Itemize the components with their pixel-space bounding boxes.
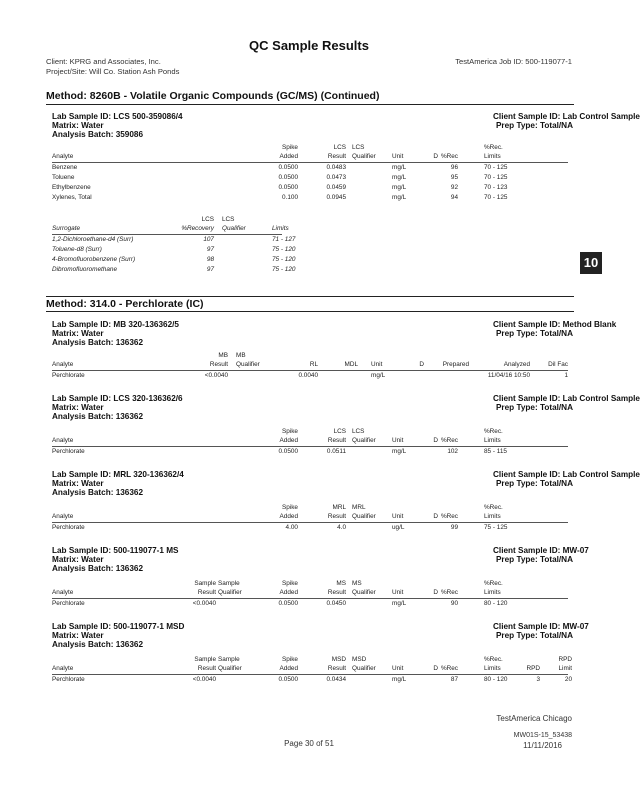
analyte-name: Toluene (52, 174, 75, 181)
table-cell: mg/L (392, 184, 407, 191)
column-header: Qualifier (352, 437, 376, 444)
column-header: %Rec (440, 437, 458, 444)
column-header: Result (327, 153, 346, 160)
column-group-header: MSD (331, 656, 346, 663)
column-header: RPD (526, 665, 540, 672)
column-group-header: Spike (282, 428, 298, 435)
table-cell: 97 (206, 266, 214, 273)
matrix: Matrix: Water (52, 479, 104, 488)
lab-sample-id: Lab Sample ID: LCS 320-136362/6 (52, 394, 183, 403)
surrogate-header-rule (52, 234, 282, 235)
section-tab[interactable]: 10 (580, 252, 602, 274)
column-group-header: LCS (222, 216, 235, 223)
column-header: Added (279, 153, 298, 160)
column-header: Limits (484, 665, 501, 672)
surrogate-name: Toluene-d8 (Surr) (52, 246, 102, 253)
column-header: Added (279, 437, 298, 444)
table-header-rule (52, 674, 568, 675)
column-group-header: LCS (333, 144, 346, 151)
column-header: Result (327, 665, 346, 672)
table-cell: 71 - 127 (272, 236, 296, 243)
project-site: Project/Site: Will Co. Station Ash Ponds (46, 67, 180, 76)
table-cell: 85 - 115 (484, 448, 507, 455)
client-sample-id: Client Sample ID: Method Blank (493, 320, 617, 329)
column-group-header: LCS (333, 428, 346, 435)
column-header: Added (279, 665, 298, 672)
table-cell: 0.0500 (278, 676, 298, 683)
table-cell: mg/L (392, 600, 407, 607)
column-header: RL (309, 361, 318, 368)
column-header: %Rec (440, 589, 458, 596)
prep-type: Prep Type: Total/NA (495, 631, 573, 640)
prep-type: Prep Type: Total/NA (495, 555, 573, 564)
column-header: %Recovery (181, 225, 214, 232)
page-number: Page 30 of 51 (284, 739, 334, 748)
table-cell: 102 (447, 448, 458, 455)
lab-sample-id: Lab Sample ID: LCS 500-359086/4 (52, 112, 183, 121)
table-cell: 80 - 120 (484, 600, 508, 607)
column-header: Result (197, 665, 216, 672)
doc-id: MW01S-15_53438 (513, 732, 572, 739)
table-cell: 20 (564, 676, 572, 683)
table-header-rule (52, 522, 568, 523)
column-header: Analyte (52, 437, 74, 444)
table-header-rule (52, 370, 568, 371)
column-header: Limits (272, 225, 289, 232)
column-header: Qualifier (352, 665, 376, 672)
column-header: D (433, 589, 438, 596)
column-header: Limits (484, 153, 501, 160)
column-header: Added (279, 589, 298, 596)
matrix: Matrix: Water (52, 121, 104, 130)
table-cell: 0.0473 (326, 174, 346, 181)
matrix: Matrix: Water (52, 403, 104, 412)
table-cell: 0.0500 (278, 600, 298, 607)
method-314-heading: Method: 314.0 - Perchlorate (IC) (46, 298, 204, 310)
surrogate-name: 4-Bromofluorobenzene (Surr) (52, 256, 136, 263)
column-group-header: Sample (218, 656, 240, 663)
table-cell: 0.0511 (326, 448, 346, 455)
table-cell: 0.0500 (278, 164, 298, 171)
table-cell: 96 (450, 164, 458, 171)
table-cell: 94 (450, 194, 458, 201)
table-cell: 87 (450, 676, 458, 683)
column-header: Dil Fac (548, 361, 568, 368)
column-group-header: %Rec. (484, 144, 503, 151)
column-header: Result (327, 437, 346, 444)
table-cell: 99 (450, 524, 458, 531)
column-header: %Rec (440, 665, 458, 672)
column-group-header: Spike (282, 656, 298, 663)
table-cell: mg/L (392, 194, 407, 201)
column-header: D (433, 665, 438, 672)
column-group-header: MSD (352, 656, 367, 663)
column-group-header: MRL (352, 504, 366, 511)
table-cell: 75 - 125 (484, 524, 508, 531)
matrix: Matrix: Water (52, 631, 104, 640)
surrogate-name: Dibromofluoromethane (52, 266, 118, 273)
column-header: Surrogate (52, 225, 81, 232)
method-divider (46, 311, 574, 312)
column-header: Added (279, 513, 298, 520)
table-cell: 95 (450, 174, 458, 181)
column-group-header: %Rec. (484, 428, 503, 435)
table-cell: 70 - 125 (484, 194, 508, 201)
analyte-name: Perchlorate (52, 676, 85, 683)
column-group-header: Sample (194, 580, 216, 587)
table-header-rule (52, 598, 568, 599)
report-date: 11/11/2016 (523, 741, 562, 750)
table-cell: 92 (450, 184, 458, 191)
column-header: %Rec (440, 153, 458, 160)
column-header: Unit (392, 589, 404, 596)
table-cell: 0.0450 (326, 600, 346, 607)
column-group-header: MB (236, 352, 246, 359)
column-group-header: MRL (332, 504, 346, 511)
column-header: Qualifier (236, 361, 260, 368)
column-header: D (433, 153, 438, 160)
analyte-name: Xylenes, Total (52, 194, 92, 201)
analysis-batch: Analysis Batch: 359086 (52, 130, 144, 139)
table-cell: ug/L (392, 524, 405, 531)
column-header: Qualifier (218, 665, 242, 672)
table-cell: mg/L (392, 174, 407, 181)
analysis-batch: Analysis Batch: 136362 (52, 564, 144, 573)
column-group-header: LCS (352, 428, 365, 435)
column-header: %Rec (440, 513, 458, 520)
prep-type: Prep Type: Total/NA (495, 329, 573, 338)
table-cell: 0.0434 (326, 676, 346, 683)
analysis-batch: Analysis Batch: 136362 (52, 640, 144, 649)
client-sample-id: Client Sample ID: Lab Control Sample (493, 470, 640, 479)
prep-type: Prep Type: Total/NA (495, 121, 573, 130)
analysis-batch: Analysis Batch: 136362 (52, 488, 144, 497)
method-8260b-heading: Method: 8260B - Volatile Organic Compounds (GC/MS) (Continued) (46, 90, 380, 102)
table-cell: mg/L (371, 372, 386, 379)
page-title: QC Sample Results (249, 38, 369, 53)
table-cell: 98 (206, 256, 214, 263)
column-header: Qualifier (352, 153, 376, 160)
column-header: Analyzed (503, 361, 530, 368)
column-header: Limit (558, 665, 572, 672)
column-header: Result (197, 589, 216, 596)
column-header: Qualifier (222, 225, 246, 232)
method-divider (46, 104, 574, 105)
table-cell: 3 (536, 676, 540, 683)
table-cell: 70 - 125 (484, 164, 508, 171)
column-header: D (433, 513, 438, 520)
column-header: D (433, 437, 438, 444)
column-header: Analyte (52, 361, 74, 368)
column-group-header: MB (218, 352, 228, 359)
column-group-header: %Rec. (484, 580, 503, 587)
analyte-name: Perchlorate (52, 448, 85, 455)
lab-name: TestAmerica Chicago (496, 714, 572, 723)
table-cell: 90 (450, 600, 458, 607)
column-group-header: RPD (558, 656, 572, 663)
column-header: Prepared (442, 361, 469, 368)
table-cell: <0.0040 (192, 676, 216, 683)
table-cell: 0.0500 (278, 174, 298, 181)
table-cell: 107 (203, 236, 214, 243)
table-cell: mg/L (392, 676, 407, 683)
lab-sample-id: Lab Sample ID: MB 320-136362/5 (52, 320, 179, 329)
analyte-name: Perchlorate (52, 372, 85, 379)
column-header: Unit (371, 361, 383, 368)
column-header: Analyte (52, 513, 74, 520)
analyte-name: Perchlorate (52, 600, 85, 607)
column-header: Result (327, 589, 346, 596)
table-cell: 75 - 120 (272, 246, 296, 253)
table-cell: <0.0040 (192, 600, 216, 607)
analyte-name: Ethylbenzene (52, 184, 91, 191)
table-cell: 70 - 125 (484, 174, 508, 181)
column-header: Analyte (52, 665, 74, 672)
table-cell: 0.0459 (326, 184, 346, 191)
matrix: Matrix: Water (52, 555, 104, 564)
matrix: Matrix: Water (52, 329, 104, 338)
column-header: Unit (392, 153, 404, 160)
column-group-header: Spike (282, 504, 298, 511)
analysis-batch: Analysis Batch: 136362 (52, 412, 144, 421)
column-header: Unit (392, 513, 404, 520)
table-cell: 0.0040 (298, 372, 318, 379)
column-header: Qualifier (218, 589, 242, 596)
column-header: Result (327, 513, 346, 520)
table-header-rule (52, 162, 568, 163)
table-cell: 0.0500 (278, 448, 298, 455)
column-header: Limits (484, 589, 501, 596)
client-sample-id: Client Sample ID: MW-07 (493, 546, 589, 555)
client-sample-id: Client Sample ID: MW-07 (493, 622, 589, 631)
table-header-rule (52, 446, 568, 447)
table-cell: 0.0945 (326, 194, 346, 201)
analysis-batch: Analysis Batch: 136362 (52, 338, 144, 347)
column-header: Analyte (52, 589, 74, 596)
client-sample-id: Client Sample ID: Lab Control Sample (493, 394, 640, 403)
analyte-name: Perchlorate (52, 524, 85, 531)
column-group-header: Sample (218, 580, 240, 587)
lab-sample-id: Lab Sample ID: 500-119077-1 MS (52, 546, 179, 555)
column-header: MDL (344, 361, 358, 368)
table-cell: 0.0500 (278, 184, 298, 191)
column-header: Result (209, 361, 228, 368)
table-cell: <0.0040 (204, 372, 228, 379)
client-name: Client: KPRG and Associates, Inc. (46, 57, 161, 66)
column-group-header: %Rec. (484, 504, 503, 511)
analyte-name: Benzene (52, 164, 78, 171)
column-group-header: MS (352, 580, 362, 587)
column-group-header: MS (336, 580, 346, 587)
table-cell: 0.100 (282, 194, 298, 201)
column-header: Unit (392, 665, 404, 672)
table-cell: 1 (564, 372, 568, 379)
lab-sample-id: Lab Sample ID: MRL 320-136362/4 (52, 470, 184, 479)
surrogate-name: 1,2-Dichloroethane-d4 (Surr) (52, 236, 134, 243)
table-cell: 4.00 (285, 524, 298, 531)
table-cell: mg/L (392, 448, 407, 455)
client-sample-id: Client Sample ID: Lab Control Sample (493, 112, 640, 121)
column-header: Analyte (52, 153, 74, 160)
job-id: TestAmerica Job ID: 500-119077-1 (455, 57, 572, 66)
column-header: Limits (484, 437, 501, 444)
column-header: D (419, 361, 424, 368)
table-cell: 75 - 120 (272, 266, 296, 273)
table-cell: 70 - 123 (484, 184, 508, 191)
prep-type: Prep Type: Total/NA (495, 479, 573, 488)
column-group-header: %Rec. (484, 656, 503, 663)
column-group-header: LCS (352, 144, 365, 151)
column-header: Qualifier (352, 513, 376, 520)
column-header: Unit (392, 437, 404, 444)
table-cell: mg/L (392, 164, 407, 171)
lab-sample-id: Lab Sample ID: 500-119077-1 MSD (52, 622, 185, 631)
column-group-header: Spike (282, 580, 298, 587)
table-cell: 80 - 120 (484, 676, 508, 683)
column-group-header: LCS (201, 216, 214, 223)
table-cell: 0.0483 (326, 164, 346, 171)
table-cell: 97 (206, 246, 214, 253)
prep-type: Prep Type: Total/NA (495, 403, 573, 412)
column-header: Limits (484, 513, 501, 520)
column-group-header: Spike (282, 144, 298, 151)
table-cell: 11/04/16 10:50 (487, 372, 530, 379)
method-divider (46, 296, 574, 297)
table-cell: 75 - 120 (272, 256, 296, 263)
column-header: Qualifier (352, 589, 376, 596)
column-group-header: Sample (194, 656, 216, 663)
table-cell: 4.0 (337, 524, 346, 531)
